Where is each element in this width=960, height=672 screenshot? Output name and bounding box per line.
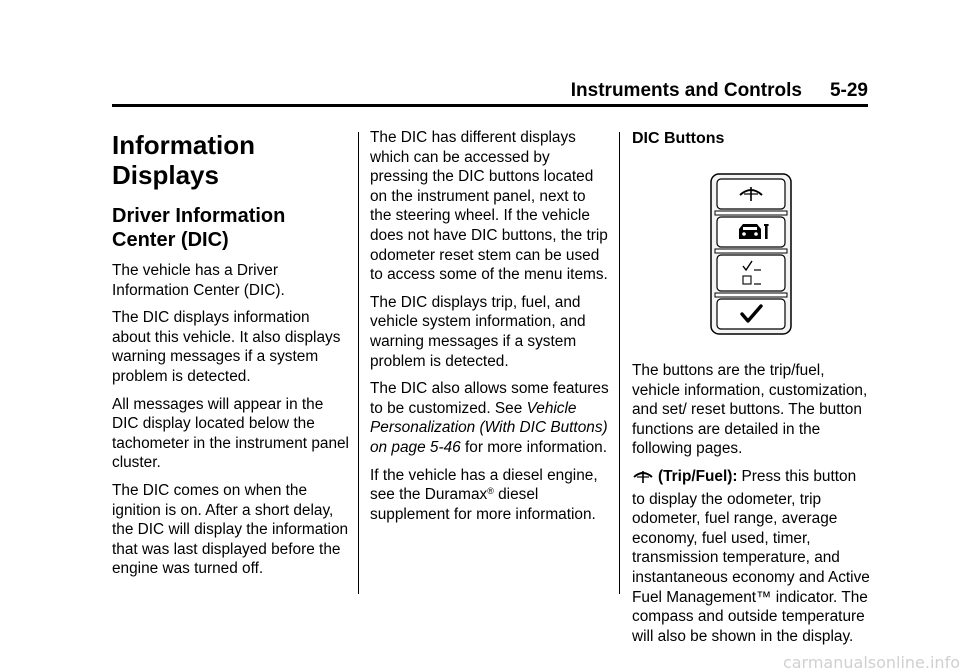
paragraph-text: The DIC also allows some features to be customized. See	[370, 380, 609, 417]
section-heading: Information Displays	[112, 130, 255, 190]
column-divider-1	[358, 132, 359, 594]
paragraph: The buttons are the trip/fuel, vehicle information, customization, and set/ reset buttons. The button functions are detailed in the following pages.	[632, 362, 868, 458]
trip-fuel-icon	[632, 468, 654, 490]
paragraph: All messages will appear in the DIC display located below the tachometer in the instrument panel cluster.	[112, 395, 349, 472]
paragraph-text: If the vehicle has a diesel engine, see the Duramax	[370, 466, 598, 504]
column-2	[370, 128, 610, 532]
trip-fuel-label: (Trip/Fuel):	[658, 467, 738, 485]
dic-buttons-figure	[632, 153, 872, 349]
watermark: carmanualsonline.info	[782, 653, 960, 672]
page-header	[112, 80, 868, 104]
subsection-heading: DIC Buttons	[632, 130, 725, 147]
paragraph: The vehicle has a Driver Information Center (DIC).	[112, 262, 285, 299]
column-3	[632, 128, 872, 654]
registered-mark: ®	[487, 486, 494, 497]
header-rule	[112, 104, 868, 107]
column-divider-2	[619, 132, 620, 594]
subsection-heading: Driver Information Center (DIC)	[112, 205, 286, 251]
paragraph-text: diesel supplement for more information.	[370, 486, 596, 523]
paragraph-text: for more information.	[460, 438, 607, 456]
page-number: 5-29	[829, 80, 868, 101]
paragraph: The DIC displays information about this vehicle. It also displays warning messages if a system problem is detected.	[112, 309, 341, 385]
column-1	[112, 128, 350, 587]
paragraph-text: Press this button to display the odometer, trip odometer, fuel range, average economy, fuel used, timer, transmission temperature, and instantaneous economy and Active Fuel Management™ indicator. The compass and outside temperature will also be shown in the display.	[632, 467, 870, 645]
header-text	[571, 80, 868, 102]
paragraph: The DIC has different displays which can be accessed by pressing the DIC buttons located on the instrument panel, next to the steering wheel. If the vehicle does not have DIC buttons, the trip odometer reset stem can be used to access some of the menu items.	[370, 129, 608, 284]
section-title: Instruments and Controls	[570, 80, 802, 101]
paragraph: The DIC displays trip, fuel, and vehicle system information, and warning messages if a system problem is detected.	[370, 293, 586, 370]
trip-fuel-description	[632, 467, 872, 646]
cross-reference-link[interactable]: Vehicle Personalization (With DIC Buttons) on page 5-46	[370, 399, 608, 456]
paragraph	[370, 466, 610, 525]
paragraph	[370, 379, 610, 457]
paragraph: The DIC comes on when the ignition is on. After a short delay, the DIC will display the information that was last displayed before the engine was turned off.	[112, 481, 349, 578]
dic-button-panel	[710, 173, 792, 335]
